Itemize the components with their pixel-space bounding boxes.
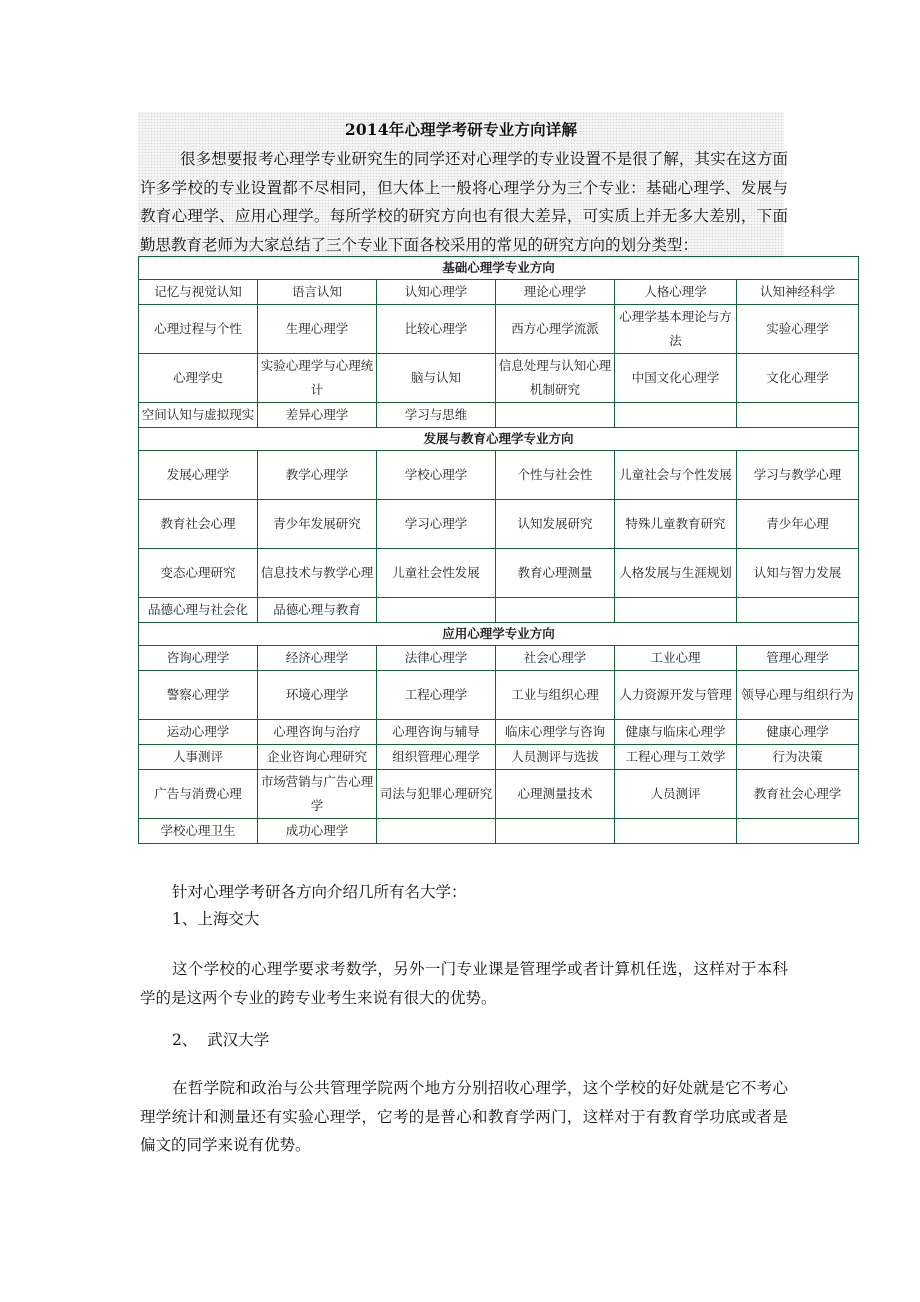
direction-cell: 实验心理学与心理统计: [258, 354, 377, 403]
direction-cell: 个性与社会性: [496, 451, 615, 500]
direction-cell: 脑与认知: [377, 354, 496, 403]
direction-cell: 经济心理学: [258, 646, 377, 671]
direction-cell: 警察心理学: [139, 671, 258, 720]
direction-cell: 西方心理学流派: [496, 305, 615, 354]
direction-cell: 健康与临床心理学: [615, 720, 737, 745]
direction-cell: [615, 403, 737, 428]
table-row: [139, 745, 859, 770]
direction-cell: 生理心理学: [258, 305, 377, 354]
direction-cell: 心理咨询与治疗: [258, 720, 377, 745]
direction-cell: 管理心理学: [737, 646, 859, 671]
direction-cell: 特殊儿童教育研究: [615, 500, 737, 549]
table-row: [139, 671, 859, 720]
direction-cell: 司法与犯罪心理研究: [377, 770, 496, 819]
direction-cell: 差异心理学: [258, 403, 377, 428]
direction-cell: 变态心理研究: [139, 549, 258, 598]
direction-cell: 学习与思维: [377, 403, 496, 428]
table-row: [139, 451, 859, 500]
direction-cell: 市场营销与广告心理学: [258, 770, 377, 819]
university-2-heading: 2、 武汉大学: [172, 1031, 270, 1049]
direction-cell: 理论心理学: [496, 280, 615, 305]
direction-cell: 社会心理学: [496, 646, 615, 671]
direction-cell: 语言认知: [258, 280, 377, 305]
direction-cell: 运动心理学: [139, 720, 258, 745]
direction-cell: [737, 598, 859, 623]
direction-cell: 教育社会心理学: [737, 770, 859, 819]
direction-cell: 工业心理: [615, 646, 737, 671]
university-1-heading: 1、上海交大: [172, 910, 260, 928]
direction-cell: 人员测评: [615, 770, 737, 819]
direction-cell: [615, 819, 737, 844]
direction-cell: [615, 598, 737, 623]
table-row: [139, 305, 859, 354]
direction-cell: 学习心理学: [377, 500, 496, 549]
direction-cell: 咨询心理学: [139, 646, 258, 671]
table-row: [139, 598, 859, 623]
direction-cell: [496, 598, 615, 623]
direction-cell: 企业咨询心理研究: [258, 745, 377, 770]
direction-cell: 学校心理卫生: [139, 819, 258, 844]
direction-cell: 认知心理学: [377, 280, 496, 305]
direction-cell: 人格发展与生涯规划: [615, 549, 737, 598]
direction-cell: 人力资源开发与管理: [615, 671, 737, 720]
direction-cell: 成功心理学: [258, 819, 377, 844]
table-row: [139, 819, 859, 844]
direction-cell: 心理学基本理论与方法: [615, 305, 737, 354]
direction-cell: 健康心理学: [737, 720, 859, 745]
direction-cell: [377, 819, 496, 844]
table-row: [139, 549, 859, 598]
page-title: 2014年心理学考研专业方向详解: [344, 120, 578, 139]
direction-cell: 记忆与视觉认知: [139, 280, 258, 305]
direction-cell: 广告与消费心理: [139, 770, 258, 819]
table-row: [139, 770, 859, 819]
direction-cell: 教育心理测量: [496, 549, 615, 598]
university-1-text: 这个学校的心理学要求考数学，另外一门专业课是管理学或者计算机任选，这样对于本科学的是这两个专业的跨专业考生来说有很大的优势。: [140, 960, 788, 1007]
direction-cell: 行为决策: [737, 745, 859, 770]
table-row: [139, 403, 859, 428]
direction-cell: 人事测评: [139, 745, 258, 770]
direction-cell: 认知神经科学: [737, 280, 859, 305]
direction-cell: 心理咨询与辅导: [377, 720, 496, 745]
direction-cell: 临床心理学与咨询: [496, 720, 615, 745]
section-heading: 基础心理学专业方向: [139, 257, 859, 280]
intro-paragraph: 很多想要报考心理学专业研究生的同学还对心理学的专业设置不是很了解，其实在这方面许多学校的专业设置都不尽相同，但大体上一般将心理学分为三个专业：基础心理学、发展与教育心理学、应用心理学。每所学校的研究方向也有很大差异，可实质上并无多大差别，下面勤思教育老师为大家总结了三个专业下面各校采用的常见的研究方向的划分类型：: [140, 150, 788, 254]
direction-cell: 信息技术与教学心理: [258, 549, 377, 598]
table-row: [139, 354, 859, 403]
direction-cell: 儿童社会与个性发展: [615, 451, 737, 500]
direction-cell: 人员测评与选拔: [496, 745, 615, 770]
direction-cell: 儿童社会性发展: [377, 549, 496, 598]
direction-cell: 工业与组织心理: [496, 671, 615, 720]
direction-cell: 信息处理与认知心理机制研究: [496, 354, 615, 403]
direction-cell: 发展心理学: [139, 451, 258, 500]
direction-cell: 组织管理心理学: [377, 745, 496, 770]
universities-lead: 针对心理学考研各方向介绍几所有名大学：: [172, 883, 467, 901]
direction-cell: 教育社会心理: [139, 500, 258, 549]
table-row: [139, 280, 859, 305]
table-row: [139, 720, 859, 745]
direction-cell: 学习与教学心理: [737, 451, 859, 500]
direction-cell: 心理过程与个性: [139, 305, 258, 354]
direction-cell: [496, 819, 615, 844]
direction-cell: 教学心理学: [258, 451, 377, 500]
direction-cell: 实验心理学: [737, 305, 859, 354]
direction-cell: 青少年心理: [737, 500, 859, 549]
direction-cell: [377, 598, 496, 623]
direction-cell: 工程心理学: [377, 671, 496, 720]
direction-cell: 人格心理学: [615, 280, 737, 305]
table-row: [139, 646, 859, 671]
direction-cell: 领导心理与组织行为: [737, 671, 859, 720]
direction-cell: 法律心理学: [377, 646, 496, 671]
direction-cell: 工程心理与工效学: [615, 745, 737, 770]
direction-cell: [737, 819, 859, 844]
direction-cell: 中国文化心理学: [615, 354, 737, 403]
university-2-text: 在哲学院和政治与公共管理学院两个地方分别招收心理学，这个学校的好处就是它不考心理学统计和测量还有实验心理学，它考的是普心和教育学两门，这样对于有教育学功底或者是偏文的同学来说有优势。: [140, 1079, 788, 1154]
direction-cell: 环境心理学: [258, 671, 377, 720]
section-heading: 应用心理学专业方向: [139, 623, 859, 646]
section-heading: 发展与教育心理学专业方向: [139, 428, 859, 451]
direction-cell: 认知与智力发展: [737, 549, 859, 598]
direction-cell: 品德心理与教育: [258, 598, 377, 623]
direction-cell: [737, 403, 859, 428]
direction-cell: 比较心理学: [377, 305, 496, 354]
direction-cell: [496, 403, 615, 428]
direction-cell: 学校心理学: [377, 451, 496, 500]
direction-cell: 心理学史: [139, 354, 258, 403]
direction-cell: 青少年发展研究: [258, 500, 377, 549]
research-direction-table: [138, 256, 859, 844]
direction-cell: 认知发展研究: [496, 500, 615, 549]
direction-cell: 品德心理与社会化: [139, 598, 258, 623]
table-row: [139, 500, 859, 549]
direction-cell: 空间认知与虚拟现实: [139, 403, 258, 428]
direction-cell: 心理测量技术: [496, 770, 615, 819]
direction-cell: 文化心理学: [737, 354, 859, 403]
